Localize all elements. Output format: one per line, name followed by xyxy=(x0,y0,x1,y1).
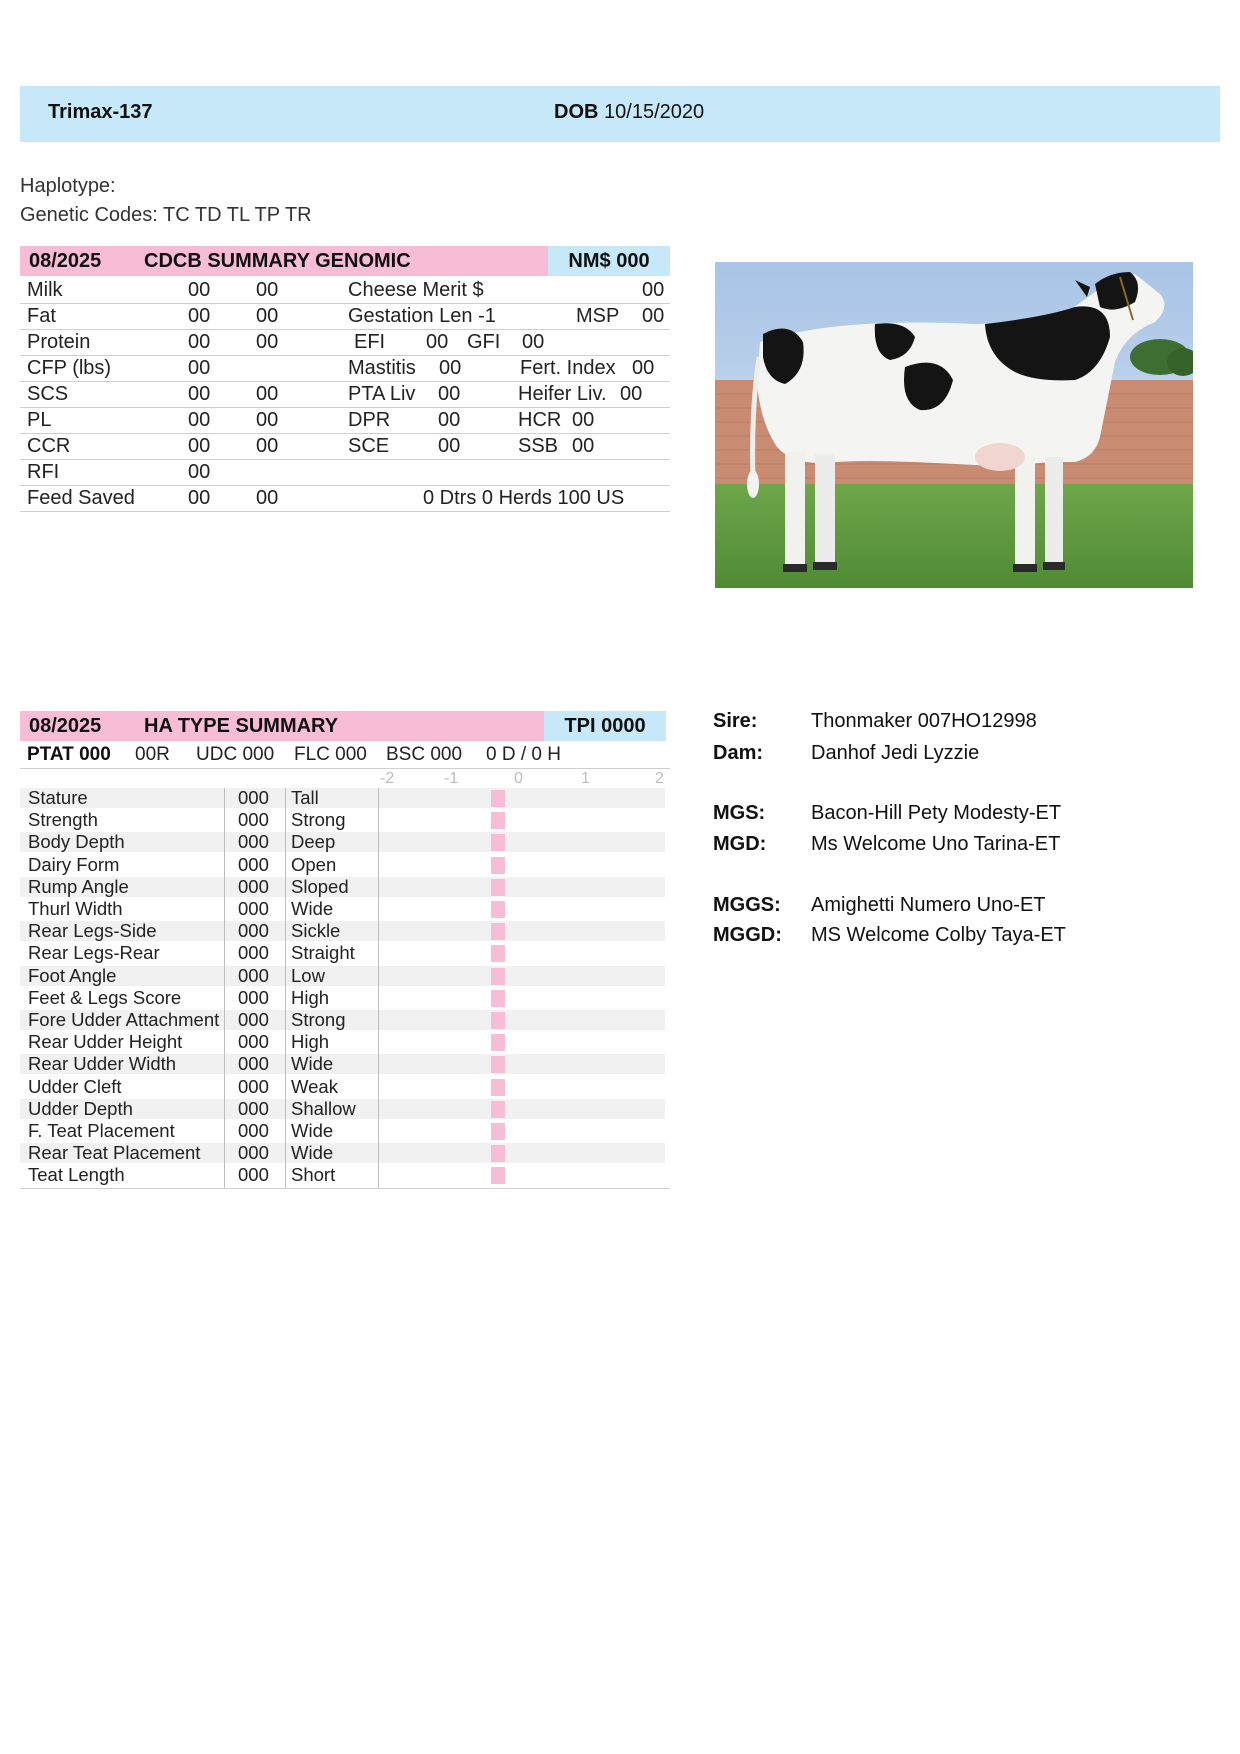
trait-bar xyxy=(491,1012,505,1029)
pta-value: 00 xyxy=(188,409,211,431)
trait-extreme: Strong xyxy=(291,809,346,831)
trait-value: 000 xyxy=(238,1053,269,1075)
trait-value: 000 xyxy=(238,809,269,831)
tertiary-value: 00 xyxy=(572,435,595,457)
mgs-name: Bacon-Hill Pety Modesty-ET xyxy=(811,802,1062,824)
tertiary-label: Fert. Index xyxy=(520,357,616,379)
trait-extreme: Open xyxy=(291,853,337,875)
mgs-label: MGS: xyxy=(713,802,766,824)
type-date: 08/2025 xyxy=(20,711,129,741)
type-trait-row xyxy=(20,810,665,830)
type-trait-row xyxy=(20,855,665,875)
trait-name: Rear Udder Height xyxy=(28,1031,183,1053)
genomic-row xyxy=(20,303,670,330)
pta-value: 00 xyxy=(188,305,211,327)
type-trait-row xyxy=(20,1010,665,1030)
trait-value: 000 xyxy=(238,1075,269,1097)
column-divider xyxy=(378,788,379,1188)
type-summary-line xyxy=(20,742,670,769)
sire-name: Thonmaker 007HO12998 xyxy=(811,710,1037,732)
secondary-label: DPR xyxy=(348,409,391,431)
trait-extreme: Strong xyxy=(291,1009,346,1030)
column-divider xyxy=(285,788,286,1188)
reliability-value: 00 xyxy=(256,279,279,301)
trait-name: Rear Udder Width xyxy=(28,1053,177,1075)
trait-bar xyxy=(491,834,505,851)
secondary-value: 00 xyxy=(438,409,461,431)
bsc: BSC 000 xyxy=(386,744,463,765)
trait-name: Thurl Width xyxy=(28,898,123,919)
trait-value: 000 xyxy=(238,1164,269,1186)
trait-value: 000 xyxy=(238,1120,269,1141)
genomic-row xyxy=(20,329,670,356)
trait-label: SCS xyxy=(27,383,69,405)
tertiary-label: GFI xyxy=(467,331,501,353)
trait-extreme: Shallow xyxy=(291,1097,356,1119)
type-trait-row xyxy=(20,899,665,919)
reliability-value: 00 xyxy=(256,435,279,457)
trait-extreme: Deep xyxy=(291,831,336,853)
type-trait-row xyxy=(20,943,665,963)
pta-value: 00 xyxy=(188,357,211,379)
mgd-label: MGD: xyxy=(713,833,767,855)
secondary-value: 00 xyxy=(426,331,449,353)
tertiary-label: Heifer Liv. xyxy=(518,383,607,405)
trait-value: 000 xyxy=(238,920,269,942)
trait-extreme: Weak xyxy=(291,1075,338,1097)
trait-value: 000 xyxy=(238,1009,269,1030)
trait-name: Udder Cleft xyxy=(28,1075,122,1097)
trait-bar xyxy=(491,790,505,807)
genomic-row xyxy=(20,433,670,460)
trait-extreme: Sickle xyxy=(291,920,341,942)
trait-value: 000 xyxy=(238,875,269,897)
secondary-value: 00 xyxy=(438,383,461,405)
trait-bar xyxy=(491,1079,505,1096)
pta-value: 00 xyxy=(188,331,211,353)
type-trait-row xyxy=(20,966,665,986)
trait-label: Feed Saved xyxy=(27,487,135,509)
trait-value: 000 xyxy=(238,853,269,875)
trait-name: Stature xyxy=(28,787,88,808)
trait-bar xyxy=(491,1034,505,1051)
tertiary-label: HCR xyxy=(518,409,562,431)
type-title: HA TYPE SUMMARY xyxy=(126,711,544,741)
trait-extreme: Sloped xyxy=(291,875,349,897)
trait-label: CCR xyxy=(27,435,71,457)
trait-bar xyxy=(491,923,505,940)
dam-name: Danhof Jedi Lyzzie xyxy=(811,742,980,764)
trait-bar xyxy=(491,945,505,962)
type-trait-row xyxy=(20,832,665,852)
type-table-bottom-rule xyxy=(20,1188,670,1189)
trait-extreme: High xyxy=(291,986,330,1008)
mggs-label: MGGS: xyxy=(713,894,781,916)
trait-bar xyxy=(491,968,505,985)
trait-value: 000 xyxy=(238,1097,269,1119)
tertiary-value: 00 xyxy=(620,383,643,405)
type-trait-row xyxy=(20,988,665,1008)
trait-bar xyxy=(491,1101,505,1118)
trait-extreme: Wide xyxy=(291,1053,334,1075)
type-trait-row xyxy=(20,788,665,808)
trait-extreme: Wide xyxy=(291,1142,334,1164)
trait-value: 000 xyxy=(238,1142,269,1164)
trait-bar xyxy=(491,990,505,1007)
tertiary-value: 00 xyxy=(642,279,665,301)
reliability-value: 00 xyxy=(256,305,279,327)
secondary-label: PTA Liv xyxy=(348,383,416,405)
trait-bar xyxy=(491,1145,505,1162)
trait-value: 000 xyxy=(238,898,269,919)
type-trait-row xyxy=(20,1032,665,1052)
trait-value: 000 xyxy=(238,787,269,808)
trait-extreme: Tall xyxy=(291,787,319,808)
trait-name: Rear Teat Placement xyxy=(28,1142,201,1164)
genomic-row xyxy=(20,459,670,486)
trait-label: CFP (lbs) xyxy=(27,357,112,379)
ptat: PTAT 000 xyxy=(27,744,111,765)
animal-name: Trimax-137 xyxy=(48,101,153,123)
cow-photo xyxy=(715,262,1193,588)
type-trait-row xyxy=(20,877,665,897)
axis-label: -2 xyxy=(380,770,395,787)
reliability: 00R xyxy=(135,744,170,765)
type-trait-row xyxy=(20,921,665,941)
trait-label: Milk xyxy=(27,279,63,301)
trait-name: Body Depth xyxy=(28,831,125,853)
pta-value: 00 xyxy=(188,435,211,457)
genomic-row xyxy=(20,277,670,304)
dob xyxy=(554,101,704,124)
tertiary-value: 00 xyxy=(572,409,595,431)
trait-value: 000 xyxy=(238,964,269,986)
type-trait-row xyxy=(20,1054,665,1074)
daughters-herds-count: 0 Dtrs 0 Herds 100 US xyxy=(423,487,625,509)
type-trait-row xyxy=(20,1099,665,1119)
trait-label: PL xyxy=(27,409,52,431)
tertiary-label: MSP xyxy=(576,305,620,327)
tertiary-value: 00 xyxy=(632,357,655,379)
trait-bar xyxy=(491,1167,505,1184)
pta-value: 00 xyxy=(188,461,211,483)
trait-extreme: Low xyxy=(291,964,325,986)
secondary-label: EFI xyxy=(354,331,386,353)
reliability-value: 00 xyxy=(256,487,279,509)
axis-label: -1 xyxy=(444,770,459,787)
dam-label: Dam: xyxy=(713,742,764,764)
axis-label: 2 xyxy=(655,770,664,787)
haplotype: Haplotype: xyxy=(20,175,116,197)
type-trait-row xyxy=(20,1165,665,1185)
genomic-date: 08/2025 xyxy=(20,246,129,276)
trait-bar xyxy=(491,879,505,896)
secondary-label: Cheese Merit $ xyxy=(348,279,484,301)
trait-label: Protein xyxy=(27,331,91,353)
mgd-name: Ms Welcome Uno Tarina-ET xyxy=(811,833,1061,855)
type-trait-row xyxy=(20,1121,665,1141)
secondary-label: Mastitis xyxy=(348,357,416,379)
tertiary-value: 00 xyxy=(522,331,545,353)
secondary-value: 00 xyxy=(438,435,461,457)
mggs-name: Amighetti Numero Uno-ET xyxy=(811,894,1046,916)
type-trait-row xyxy=(20,1143,665,1163)
trait-name: Feet & Legs Score xyxy=(28,986,182,1008)
genomic-row xyxy=(20,485,670,512)
trait-bar xyxy=(491,901,505,918)
pta-value: 00 xyxy=(188,383,211,405)
mggd-label: MGGD: xyxy=(713,924,782,946)
trait-extreme: Straight xyxy=(291,942,355,964)
trait-value: 000 xyxy=(238,986,269,1008)
reliability-value: 00 xyxy=(256,331,279,353)
trait-name: Rear Legs-Rear xyxy=(28,942,160,964)
tertiary-value: 00 xyxy=(642,305,665,327)
trait-value: 000 xyxy=(238,831,269,853)
genomic-row xyxy=(20,407,670,434)
trait-bar xyxy=(491,857,505,874)
trait-extreme: Wide xyxy=(291,898,334,919)
trait-name: Fore Udder Attachment xyxy=(28,1009,220,1030)
axis-label: 1 xyxy=(581,770,590,787)
trait-name: Udder Depth xyxy=(28,1097,133,1119)
trait-bar xyxy=(491,1123,505,1140)
secondary-value: 00 xyxy=(439,357,462,379)
udc: UDC 000 xyxy=(196,744,275,765)
daughters-herds: 0 D / 0 H xyxy=(486,744,561,765)
secondary-label: Gestation Len -1 xyxy=(348,305,496,327)
flc: FLC 000 xyxy=(294,744,367,765)
trait-extreme: High xyxy=(291,1031,330,1053)
trait-value: 000 xyxy=(238,942,269,964)
genetic-codes: Genetic Codes: TC TD TL TP TR xyxy=(20,204,312,226)
pta-value: 00 xyxy=(188,279,211,301)
trait-value: 000 xyxy=(238,1031,269,1053)
trait-extreme: Wide xyxy=(291,1120,334,1141)
column-divider xyxy=(224,788,225,1188)
tpi: TPI 0000 xyxy=(544,711,666,741)
trait-name: Strength xyxy=(28,809,98,831)
genomic-row xyxy=(20,381,670,408)
sire-label: Sire: xyxy=(713,710,758,732)
trait-extreme: Short xyxy=(291,1164,336,1186)
trait-name: Dairy Form xyxy=(28,853,120,875)
mggd-name: MS Welcome Colby Taya-ET xyxy=(811,924,1066,946)
secondary-label: SCE xyxy=(348,435,390,457)
genomic-row xyxy=(20,355,670,382)
trait-label: Fat xyxy=(27,305,56,327)
trait-name: Teat Length xyxy=(28,1164,125,1186)
trait-name: F. Teat Placement xyxy=(28,1120,175,1141)
axis-label: 0 xyxy=(514,770,523,787)
reliability-value: 00 xyxy=(256,383,279,405)
trait-name: Rear Legs-Side xyxy=(28,920,157,942)
dob-value: 10/15/2020 xyxy=(604,101,705,123)
reliability-value: 00 xyxy=(256,409,279,431)
trait-bar xyxy=(491,1056,505,1073)
trait-name: Rump Angle xyxy=(28,875,129,897)
tertiary-label: SSB xyxy=(518,435,559,457)
nm-dollar: NM$ 000 xyxy=(548,246,670,276)
trait-name: Foot Angle xyxy=(28,964,117,986)
trait-label: RFI xyxy=(27,461,60,483)
genomic-title: CDCB SUMMARY GENOMIC xyxy=(126,246,562,276)
type-trait-row xyxy=(20,1077,665,1097)
dob-label: DOB xyxy=(554,101,599,123)
trait-bar xyxy=(491,812,505,829)
pta-value: 00 xyxy=(188,487,211,509)
